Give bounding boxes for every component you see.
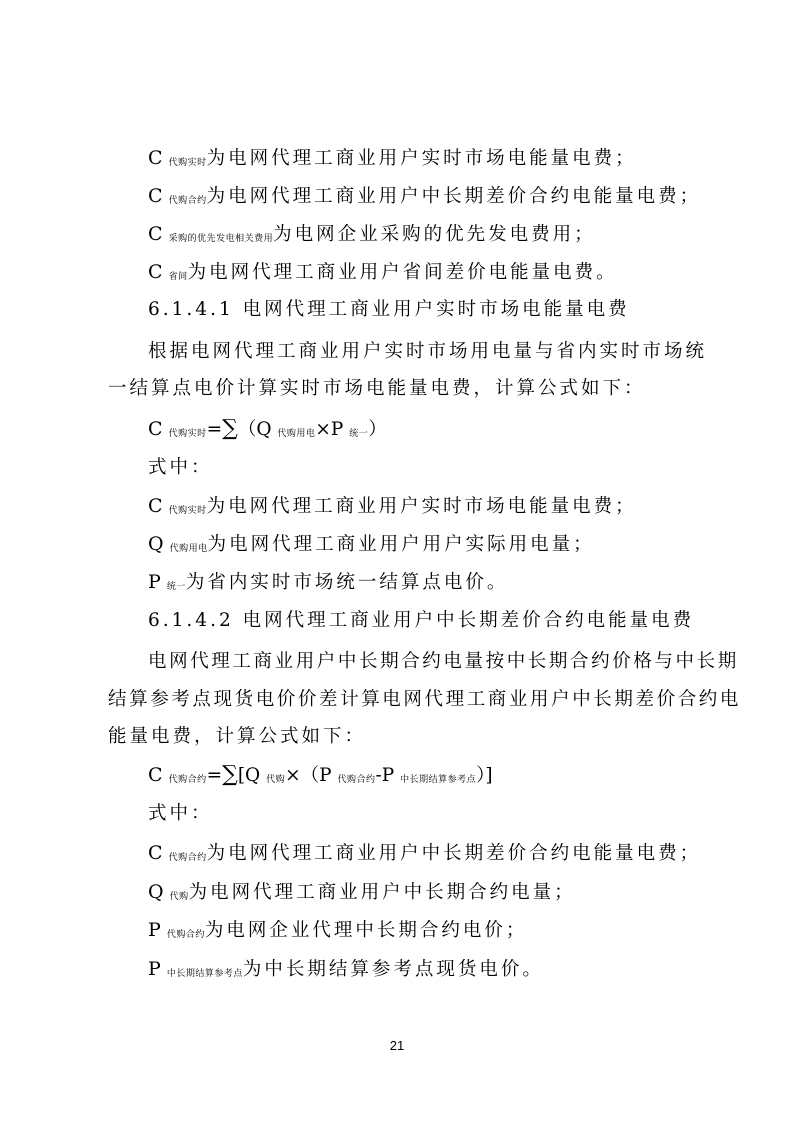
definition-q-usage: Q 代购用电为电网代理工商业用户用户实际用电量；	[148, 533, 595, 555]
paragraph-line: 能量电费，计算公式如下：	[108, 726, 367, 747]
paragraph-line: 结算参考点现货电价价差计算电网代理工商业用户中长期差价合约电	[108, 689, 742, 710]
definition-c-contract: C 代购合约为电网代理工商业用户中长期差价合约电能量电费；	[148, 185, 702, 207]
definition-c-interprovincial: C 省间为电网代理工商业用户省间差价电能量电费。	[148, 261, 618, 283]
section-heading-6-1-4-2: 6.1.4.2 电网代理工商业用户中长期差价合约电能量电费	[148, 610, 695, 631]
formula-contract: C 代购合约=∑[Q 代购×（P 代购合约-P 中长期结算参考点）]	[148, 762, 493, 787]
definition-p-unified: P 统一为省内实时市场统一结算点电价。	[148, 571, 509, 593]
page-number: 21	[389, 1038, 405, 1053]
definition-c-realtime: C 代购实时为电网代理工商业用户实时市场电能量电费；	[148, 147, 637, 169]
definition-c-contract: C 代购合约为电网代理工商业用户中长期差价合约电能量电费；	[148, 842, 702, 864]
definition-c-priority: C 采购的优先发电相关费用为电网企业采购的优先发电费用；	[148, 223, 596, 245]
definition-q-contract: Q 代购为电网代理工商业用户中长期合约电量；	[148, 881, 576, 903]
definition-p-reference: P 中长期结算参考点为中长期结算参考点现货电价。	[148, 958, 544, 980]
paragraph-line: 根据电网代理工商业用户实时市场用电量与省内实时市场统	[148, 341, 708, 362]
formula-realtime: C 代购实时=∑（Q 代购用电×P 统一）	[148, 416, 387, 441]
section-heading-6-1-4-1: 6.1.4.1 电网代理工商业用户实时市场电能量电费	[148, 299, 630, 320]
definition-c-realtime: C 代购实时为电网代理工商业用户实时市场电能量电费；	[148, 495, 637, 517]
formula-where-label: 式中：	[148, 803, 213, 824]
definition-p-contract: P 代购合约为电网企业代理中长期合约电价；	[148, 919, 528, 941]
formula-where-label: 式中：	[148, 457, 213, 478]
paragraph-line: 电网代理工商业用户中长期合约电量按中长期合约价格与中长期	[148, 651, 739, 672]
paragraph-line: 一结算点电价计算实时市场电能量电费，计算公式如下：	[108, 378, 646, 399]
